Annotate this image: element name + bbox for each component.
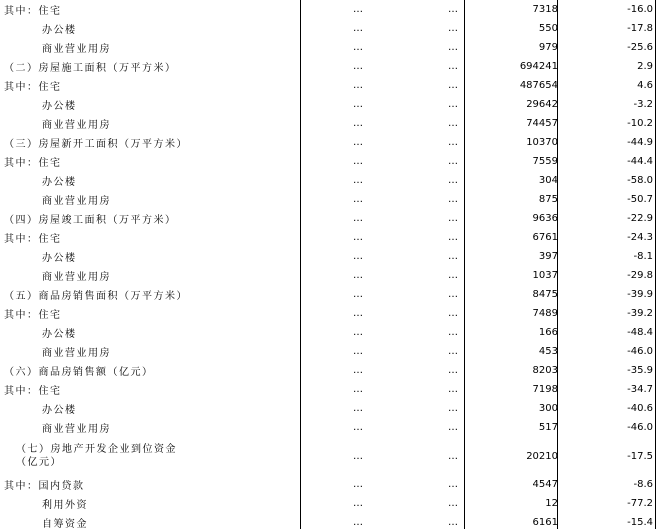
ellipsis-cell: … [448, 498, 458, 509]
table-row [0, 323, 658, 342]
ellipsis-cell: … [448, 289, 458, 300]
value-cell: 453 [538, 346, 558, 357]
growth-cell: -58.0 [627, 175, 653, 186]
ellipsis-cell: … [448, 450, 458, 462]
ellipsis-cell: … [353, 403, 363, 414]
row-label: 其中：国内贷款 [4, 481, 85, 492]
growth-cell: -3.2 [633, 99, 653, 110]
value-cell: 517 [538, 422, 558, 433]
ellipsis-cell: … [353, 137, 363, 148]
row-label: 商业营业用房 [42, 44, 111, 55]
ellipsis-cell: … [448, 4, 458, 15]
growth-cell: -77.2 [627, 498, 653, 509]
ellipsis-cell: … [353, 4, 363, 15]
ellipsis-cell: … [448, 118, 458, 129]
growth-cell: -46.0 [627, 422, 653, 433]
value-cell: 7559 [532, 156, 558, 167]
ellipsis-cell: … [448, 517, 458, 528]
growth-cell: -24.3 [627, 232, 653, 243]
ellipsis-cell: … [448, 23, 458, 34]
ellipsis-cell: … [353, 251, 363, 262]
ellipsis-cell: … [353, 118, 363, 129]
table-row [0, 95, 658, 114]
value-cell: 487654 [519, 80, 558, 91]
table-row [0, 190, 658, 209]
ellipsis-cell: … [353, 213, 363, 224]
ellipsis-cell: … [353, 308, 363, 319]
row-label: 办公楼 [42, 101, 77, 112]
ellipsis-cell: … [448, 213, 458, 224]
ellipsis-cell: … [353, 422, 363, 433]
value-cell: 397 [538, 251, 558, 262]
row-label: 商业营业用房 [42, 196, 111, 207]
ellipsis-cell: … [353, 327, 363, 338]
ellipsis-cell: … [448, 61, 458, 72]
ellipsis-cell: … [448, 42, 458, 53]
row-label: （五）商品房销售面积（万平方米） [4, 291, 188, 302]
value-cell: 7318 [532, 4, 558, 15]
ellipsis-cell: … [448, 251, 458, 262]
ellipsis-cell: … [448, 232, 458, 243]
table-row [0, 437, 658, 475]
table-row [0, 209, 658, 228]
row-label: 其中：住宅 [4, 310, 62, 321]
row-label: （七）房地产开发企业到位资金（亿元） [16, 444, 177, 468]
value-cell: 550 [538, 23, 558, 34]
table-row [0, 152, 658, 171]
value-cell: 7489 [532, 308, 558, 319]
table-row [0, 76, 658, 95]
table-row [0, 285, 658, 304]
value-cell: 304 [538, 175, 558, 186]
value-cell: 7198 [532, 384, 558, 395]
value-cell: 20210 [526, 450, 558, 462]
row-label: 商业营业用房 [42, 424, 111, 435]
row-label: 自筹资金 [42, 519, 88, 530]
ellipsis-cell: … [448, 327, 458, 338]
growth-cell: 4.6 [637, 80, 653, 91]
ellipsis-cell: … [448, 308, 458, 319]
ellipsis-cell: … [353, 479, 363, 490]
row-label: 其中：住宅 [4, 6, 62, 17]
ellipsis-cell: … [353, 175, 363, 186]
table-row [0, 133, 658, 152]
growth-cell: -44.9 [627, 137, 653, 148]
growth-cell: -29.8 [627, 270, 653, 281]
growth-cell: -34.7 [627, 384, 653, 395]
ellipsis-cell: … [353, 99, 363, 110]
ellipsis-cell: … [353, 365, 363, 376]
value-cell: 8203 [532, 365, 558, 376]
table-row [0, 38, 658, 57]
row-label: 商业营业用房 [42, 348, 111, 359]
row-label: 利用外资 [42, 500, 88, 511]
ellipsis-cell: … [353, 289, 363, 300]
row-label: （四）房屋竣工面积（万平方米） [4, 215, 177, 226]
table-row [0, 399, 658, 418]
table-row [0, 57, 658, 76]
ellipsis-cell: … [448, 156, 458, 167]
row-label: 办公楼 [42, 405, 77, 416]
table-row [0, 380, 658, 399]
growth-cell: -17.8 [627, 23, 653, 34]
row-label: （六）商品房销售额（亿元） [4, 367, 154, 378]
growth-cell: -10.2 [627, 118, 653, 129]
table-row [0, 114, 658, 133]
row-label: 商业营业用房 [42, 120, 111, 131]
ellipsis-cell: … [448, 99, 458, 110]
ellipsis-cell: … [448, 194, 458, 205]
value-cell: 12 [545, 498, 558, 509]
table-row [0, 0, 658, 19]
growth-cell: -15.4 [627, 517, 653, 528]
ellipsis-cell: … [353, 23, 363, 34]
value-cell: 6761 [532, 232, 558, 243]
row-label: 办公楼 [42, 329, 77, 340]
ellipsis-cell: … [353, 42, 363, 53]
ellipsis-cell: … [353, 61, 363, 72]
value-cell: 9636 [532, 213, 558, 224]
ellipsis-cell: … [353, 517, 363, 528]
table-row [0, 361, 658, 380]
growth-cell: -22.9 [627, 213, 653, 224]
growth-cell: -8.1 [633, 251, 653, 262]
row-label: （三）房屋新开工面积（万平方米） [4, 139, 188, 150]
growth-cell: -40.6 [627, 403, 653, 414]
table-row [0, 247, 658, 266]
value-cell: 74457 [526, 118, 558, 129]
table-row [0, 342, 658, 361]
ellipsis-cell: … [448, 422, 458, 433]
growth-cell: -39.9 [627, 289, 653, 300]
ellipsis-cell: … [353, 80, 363, 91]
ellipsis-cell: … [353, 450, 363, 462]
growth-cell: -17.5 [627, 450, 653, 462]
growth-cell: -16.0 [627, 4, 653, 15]
row-label: 其中：住宅 [4, 234, 62, 245]
table-row [0, 418, 658, 437]
ellipsis-cell: … [448, 270, 458, 281]
table-row [0, 228, 658, 247]
growth-cell: -8.6 [633, 479, 653, 490]
table-row [0, 304, 658, 323]
value-cell: 8475 [532, 289, 558, 300]
ellipsis-cell: … [448, 365, 458, 376]
growth-cell: 2.9 [637, 61, 653, 72]
ellipsis-cell: … [353, 384, 363, 395]
ellipsis-cell: … [353, 270, 363, 281]
value-cell: 979 [538, 42, 558, 53]
growth-cell: -48.4 [627, 327, 653, 338]
ellipsis-cell: … [448, 403, 458, 414]
row-label: 其中：住宅 [4, 82, 62, 93]
table-row [0, 171, 658, 190]
row-label: 商业营业用房 [42, 272, 111, 283]
table-row [0, 475, 658, 494]
growth-cell: -39.2 [627, 308, 653, 319]
table-row [0, 513, 658, 532]
row-label: 其中：住宅 [4, 386, 62, 397]
ellipsis-cell: … [353, 498, 363, 509]
ellipsis-cell: … [448, 346, 458, 357]
row-label: （二）房屋施工面积（万平方米） [4, 63, 177, 74]
growth-cell: -46.0 [627, 346, 653, 357]
ellipsis-cell: … [448, 137, 458, 148]
table-row [0, 19, 658, 38]
value-cell: 29642 [526, 99, 558, 110]
value-cell: 166 [538, 327, 558, 338]
ellipsis-cell: … [353, 194, 363, 205]
growth-cell: -44.4 [627, 156, 653, 167]
growth-cell: -25.6 [627, 42, 653, 53]
ellipsis-cell: … [448, 175, 458, 186]
row-label: 办公楼 [42, 25, 77, 36]
value-cell: 694241 [519, 61, 558, 72]
value-cell: 875 [538, 194, 558, 205]
table-row [0, 266, 658, 285]
ellipsis-cell: … [448, 384, 458, 395]
row-label: 其中：住宅 [4, 158, 62, 169]
growth-cell: -50.7 [627, 194, 653, 205]
growth-cell: -35.9 [627, 365, 653, 376]
value-cell: 4547 [532, 479, 558, 490]
ellipsis-cell: … [353, 156, 363, 167]
value-cell: 1037 [532, 270, 558, 281]
ellipsis-cell: … [353, 232, 363, 243]
value-cell: 300 [538, 403, 558, 414]
row-label: 办公楼 [42, 253, 77, 264]
ellipsis-cell: … [448, 80, 458, 91]
ellipsis-cell: … [448, 479, 458, 490]
value-cell: 6161 [532, 517, 558, 528]
value-cell: 10370 [526, 137, 558, 148]
ellipsis-cell: … [353, 346, 363, 357]
table-row [0, 494, 658, 513]
row-label: 办公楼 [42, 177, 77, 188]
